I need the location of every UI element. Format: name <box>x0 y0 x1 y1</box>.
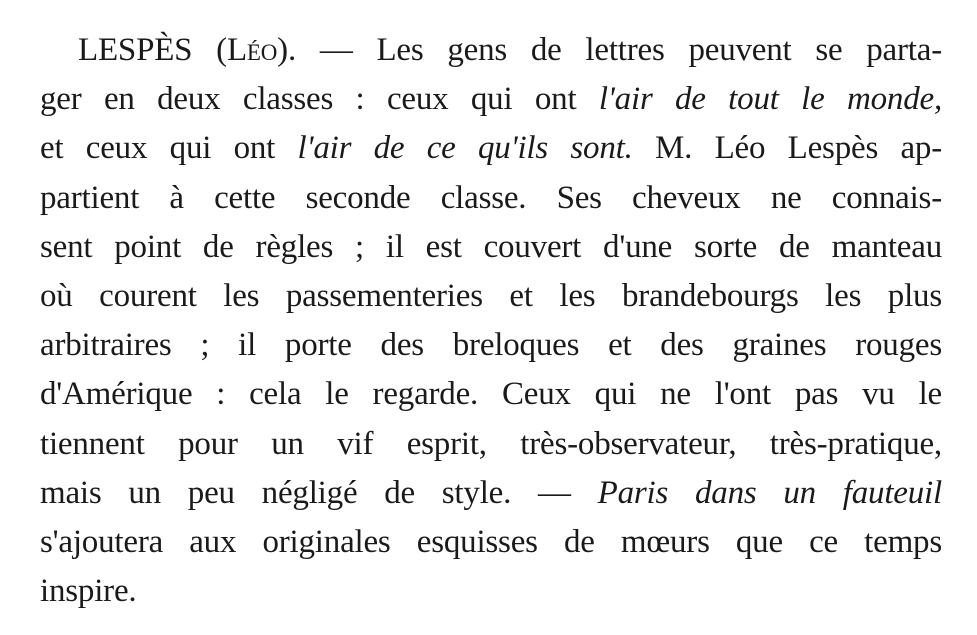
text-segment: inspire. <box>40 573 137 610</box>
text-line <box>40 469 942 518</box>
text-segment: arbitraires ; il porte des breloques et des graines rouges <box>40 327 942 364</box>
text-segment: ger en deux classes : ceux qui ont <box>40 81 599 118</box>
text-segment: s'ajoutera aux originales esquisses de mœurs que ce temps <box>40 524 942 561</box>
text-segment: éo <box>246 32 278 68</box>
text-segment: d'Amérique : cela le regarde. Ceux qui ne l'ont pas vu le <box>40 376 942 413</box>
text-line <box>40 174 942 223</box>
text-line <box>40 567 942 616</box>
dictionary-entry-text <box>40 26 942 616</box>
text-line <box>40 26 942 75</box>
text-segment: partient à cette seconde classe. Ses cheveux ne connais- <box>40 179 942 216</box>
italic-text: Paris dans un fauteuil <box>597 474 942 511</box>
text-segment: mais un peu négligé de style. — <box>40 474 598 511</box>
text-line <box>40 75 942 124</box>
text-segment: ). — Les gens de lettres peuvent se parta- <box>277 32 942 68</box>
text-segment: M. Léo Lespès ap- <box>632 130 942 167</box>
text-line <box>40 223 942 272</box>
text-line <box>40 321 942 370</box>
text-segment: sent point de règles ; il est couvert d'une sorte de manteau <box>40 228 942 265</box>
text-line <box>40 272 942 321</box>
text-segment: tiennent pour un vif esprit, très-observateur, très-pratique, <box>40 425 942 462</box>
text-line <box>40 124 942 173</box>
text-line <box>40 370 942 419</box>
text-segment: LESPÈS (L <box>78 32 247 68</box>
text-segment: et ceux qui ont <box>40 130 298 167</box>
italic-text: l'air de ce qu'ils sont. <box>297 130 633 167</box>
italic-text: l'air de tout le monde, <box>598 81 942 118</box>
text-segment: où courent les passementeries et les brandebourgs les plus <box>40 278 942 315</box>
text-line <box>40 420 942 469</box>
text-line <box>40 518 942 567</box>
